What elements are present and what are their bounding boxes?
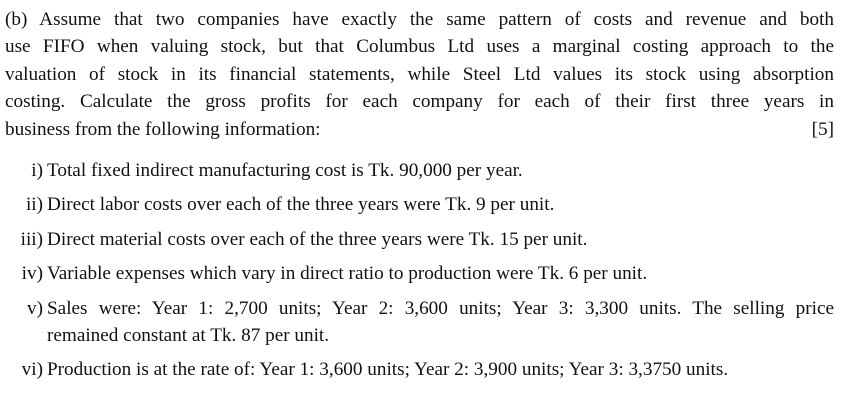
list-item-text: Total fixed indirect manufacturing cost is Tk. 90,000 per year.: [47, 160, 523, 182]
list-item: [5, 295, 834, 350]
marks-label: [5]: [811, 118, 834, 140]
list-item-text: [47, 295, 834, 350]
list-item-text: Production is at the rate of: Year 1: 3,600 units; Year 2: 3,900 units; Year 3: 3,3750 units.: [47, 359, 729, 381]
question-paragraph: [5, 6, 834, 143]
list-marker: ii): [25, 194, 43, 216]
list-item: [5, 356, 834, 383]
question-line-2: use FIFO when valuing stock, but that Columbus Ltd uses a marginal costing approach to the: [5, 36, 834, 58]
question-line-3: valuation of stock in its financial statements, while Steel Ltd values its stock using absorption: [5, 63, 834, 85]
list-item-text-line-1: Sales were: Year 1: 2,700 units; Year 2: 3,600 units; Year 3: 3,300 units. The selling price: [47, 297, 834, 319]
list-item: [5, 191, 834, 218]
question-line-5: business from the following information:: [5, 118, 321, 140]
list-item-text: Variable expenses which vary in direct ratio to production were Tk. 6 per unit.: [47, 263, 648, 285]
list-item: [5, 260, 834, 287]
question-line-1: (b) Assume that two companies have exactly the same pattern of costs and revenue and both: [5, 9, 834, 30]
list-marker: iv): [21, 263, 43, 285]
information-list: [5, 157, 834, 384]
list-marker: vi): [21, 359, 43, 381]
list-item-text: Direct material costs over each of the three years were Tk. 15 per unit.: [47, 228, 588, 250]
list-item-text: Direct labor costs over each of the three years were Tk. 9 per unit.: [47, 194, 555, 216]
list-marker: v): [27, 297, 43, 319]
list-item: [5, 226, 834, 253]
list-marker: iii): [20, 228, 43, 250]
list-marker: i): [31, 160, 43, 182]
question-last-row: [5, 116, 834, 143]
list-item: [5, 157, 834, 184]
question-line-4: costing. Calculate the gross profits for each company for each of their first three years in: [5, 91, 834, 113]
list-item-text-line-2: remained constant at Tk. 87 per unit.: [47, 325, 330, 347]
